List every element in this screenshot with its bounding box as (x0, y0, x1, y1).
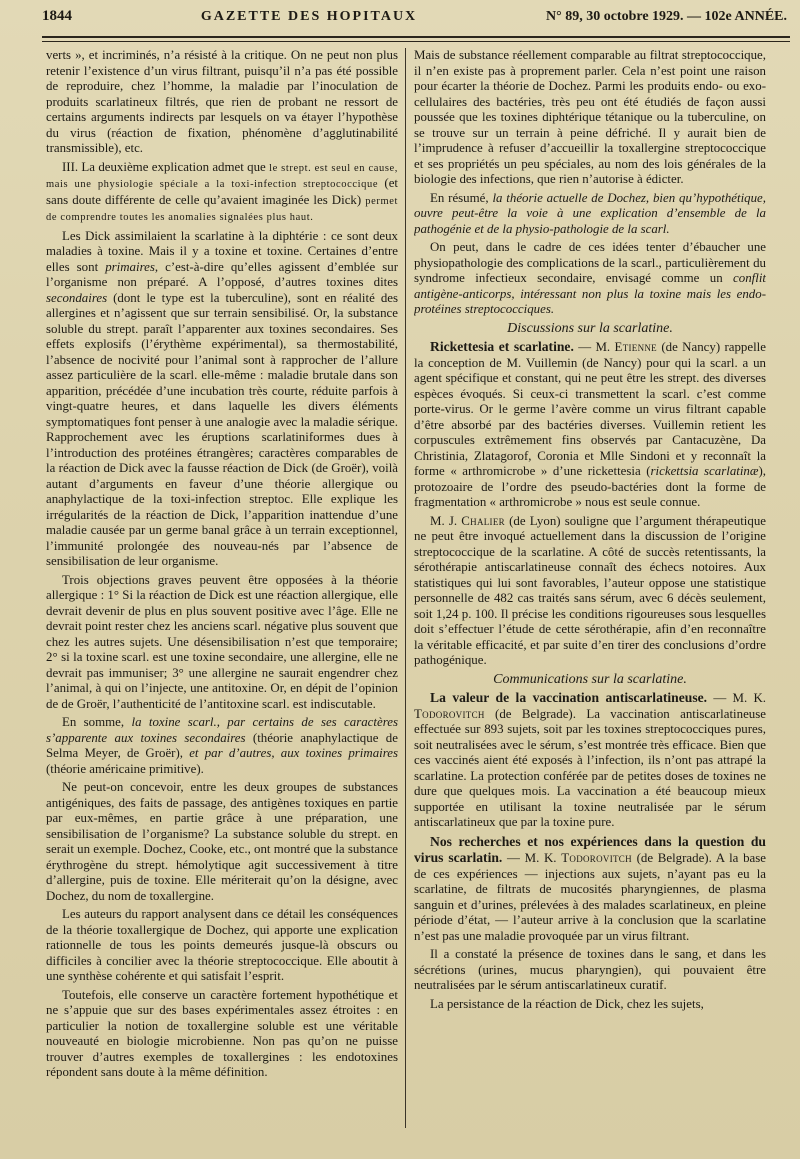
left-column (46, 48, 398, 1149)
paragraph: Ne peut-on concevoir, entre les deux groupes de substances antigéniques, des faits de passage, des antigènes toxiques en partie par eux-mêmes, en partie grâce à une préparation, une sensibilisation de l’organisme? La substance soluble du strept. en serait un exemple. Dochez, Cooke, etc., ont montré que la substance érythrogène du strept. hémolytique agit successivement à titre d’allergine, puis de toxine. Elle mériterait qu’on la désigne, avec Dochez, du nom de toxallergine. (46, 780, 398, 903)
journal-title: GAZETTE DES HOPITAUX (200, 9, 418, 24)
page-number: 1844 (42, 8, 72, 24)
paragraph: Les Dick assimilaient la scarlatine à la diphtérie : ce sont deux maladies à toxine. Mais il y a toxine et toxine. Certaines d’entre elles sont primaires, c’est-à-dire qu’elles agissent d’emblée sur l’organisme non préparé. A l’opposé, d’autres toxines dites secondaires (dont le type est la tuberculine), sont en réalité des allergines et n’agissent que sur terrain sensibilisé. Or, la substance soluble du strept. paraît l’apparenter aux toxines secondaires. Ses effets explosifs (l’érythème expérimental), sa thermostabilité, l’absence de nocivité pour l’animal sont à rapprocher de l’allure assez particulière de la scarl. elle-même : maladie brutale dans son apparition, précédée d’une incubation très courte, réduite parfois à vingt-quatre heures, et dans laquelle les divers éléments symptomatiques font penser à une analogie avec la maladie sérique. Rapprochement avec les éruptions scarlatiniformes dues à l’introduction des protéines étrangères; caractères comparables de la réaction de Dick avec la fausse réaction de Dick (de Groër), voilà autant d’arguments en faveur d’une théorie allergique ou anaphylactique de la toxi-infection streptoc. Elle explique les irrégularités de la réaction de Dick, l’apparition inattendue d’une maladie causée par un germe banal grâce à un terrain exceptionnel, l’immunité prolongée des nouveau-nés par l’absence de sensibilisation de leur organisme. (46, 228, 398, 568)
right-column (414, 48, 766, 1149)
paragraph: III. La deuxième explication admet que le strept. est seul en cause, mais une physiologie spéciale a la toxi-infection streptococcique (et sans doute différente de celle qu’avaient imaginée les Dick) permet de comprendre toutes les anomalies signalées plus haut. (46, 159, 398, 223)
paragraph: On peut, dans le cadre de ces idées tenter d’ébaucher une physiopathologie des complications de la scarl., particulièrement du syndrome infectieux secondaire, envisagé comme un conflit antigène-anticorps, intéressant non plus la toxine mais les endo-protéines streptococciques. (414, 240, 766, 316)
paragraph: Toutefois, elle conserve un caractère fortement hypothétique et ne s’appuie que sur des bases expérimentales assez étroites : en particulier la notion de toxallergine soluble est une véritable nouveauté en biologie microbienne. Non pas qu’on ne puisse trouver d’autres exemples de toxallergines : les endotoxines répondent sans doute à la même définition. (46, 987, 398, 1079)
column-divider (405, 48, 406, 1128)
paragraph: La persistance de la réaction de Dick, chez les sujets, (430, 996, 704, 1011)
paragraph: verts », et incriminés, n’a résisté à la critique. On ne peut non plus retenir l’existence d’un virus filtrant, puisqu’il n’a pas été possible de reproduire, chez l’homme, la maladie par l’inoculation de produits scarlatineux filtrés, que rien de probant ne ressort de certains arguments indirects par lesquels on va étayer l’hypothèse du virus (réaction de fixation, phénomène d’agglutinabilité transmissible), etc. (46, 48, 398, 155)
paragraph: En somme, la toxine scarl., par certains de ses caractères s’apparente aux toxines secondaires (théorie anaphylactique de Selma Meyer, de Groër), et par d’autres, aux toxines primaires (théorie américaine primitive). (46, 715, 398, 776)
paragraph: En résumé, la théorie actuelle de Dochez, bien qu’hypothétique, ouvre peut-être la voie à une explication d’ensemble de la pathogénie et de la physio-pathologie de la scarl. (414, 190, 766, 236)
paragraph: La valeur de la vaccination antiscarlatineuse. — M. K. Todorovitch (de Belgrade). La vaccination antiscarlatineuse effectuée sur 893 sujets, soit par les toxines streptococciques pures, soit neutralisées avec le sérum, s’est montrée très efficace. Bien que ces vaccinés aient été exposés à l’infection, ils n’ont pas attrapé la scarlatine. La protection conférée par de petites doses de toxines ne dure que quelques mois. La vaccination a été beaucoup mieux supportée en utilisant la toxine neutralisée par le sérum antiscarlatineux que par la toxine pure. (414, 690, 766, 829)
paragraph: Il a constaté la présence de toxines dans le sang, et dans les sécrétions (urines, mucus pharyngien), qui pouvaient être neutralisées par le sérum antiscarlatineux curatif. (414, 947, 766, 992)
paragraph: Mais de substance réellement comparable au filtrat streptococcique, il n’en existe pas à proprement parler. Cela n’est point une raison pour écarter la théorie de Dochez. Parmi les produits endo- ou exo-cellulaires des bactéries, très peu ont été étudiés de façon aussi poussée que les toxines diphtérique tétanique ou la tuberculine, on se trouve sur un terrain à peine défriché. Il y aurait bien de l’imprudence à refuser d’accueillir la toxallergine streptococcique et ses propriétés un peu spéciales, au nom des lois générales de la biologie des infections, que rien n’autorise à édicter. (414, 48, 766, 186)
section-heading: Communications sur la scarlatine. (493, 671, 687, 687)
paragraph: Les auteurs du rapport analysent dans ce détail les conséquences de la théorie toxallergique de Dochez, qui apporte une explication rationnelle de tous les points demeurés jusque-là obscurs ou difficiles à concilier avec la théorie streptococcique. Elle aboutit à une synthèse cohérente et qui satisfait l’esprit. (46, 907, 398, 983)
paragraph: Rickettesia et scarlatine. — M. Etienne (de Nancy) rappelle la conception de M. Vuillemin (de Nancy) pour qui la scarl. a un agent spécifique et constant, qui ne peut être les strept. des diverses espèces évoqués. Si ceux-ci transmettent la scarl. c’est comme porte-virus. Or le germe l’avère comme un virus filtrant capable d’être absorbé par des bactéries diverses. Vuillemin retient les corpuscules extrêmement fins observés par Cantacuzène, Da Christinia, Zlatagorof, Coronia et Mlle Sindoni et y reconnaît la forme « arthromicrobe » d’une rickettesia (rickettsia scarlatinæ), protozoaire de l’ordre des pseudo-bactéries dont la forme de fragmentation « arthromicrobe » nous est seule connue. (414, 339, 766, 509)
section-heading: Discussions sur la scarlatine. (507, 320, 673, 336)
paragraph: Nos recherches et nos expériences dans la question du virus scarlatin. — M. K. Todorovitch (de Belgrade). A la base de ces expériences — injections aux sujets, n’ayant pas eu la scarlatine, de filtrats de mucosités pharyngiennes, de plasma sanguin et d’urines, prélevées à des malades scarlatineux, en pleine période d’état, — l’auteur arrive à la conclusion que la scarlatine n’est pas une maladie provoquée par un virus filtrant. (414, 833, 766, 943)
paragraph: Trois objections graves peuvent être opposées à la théorie allergique : 1° Si la réaction de Dick est une réaction allergique, elle devrait devenir de plus en plus souvent positive avec l’âge. Elle ne devrait point rester chez les anciens scarl. négative plus souvent que chez les autres sujets. Une désensibilisation n’est que temporaire; 2° si la toxine scarl. est une toxine secondaire, une allergine, elle ne devrait pas immuniser; 3° une allergine ne saurait engendrer chez l’animal, à qui on l’injecte, une antitoxine. Or, en dépit de l’opinion de de Groër, l’authenticité de l’antitoxine scarl. est indiscutable. (46, 572, 398, 711)
page-header (42, 8, 787, 38)
header-rule (42, 36, 790, 42)
paragraph: M. J. Chalier (de Lyon) souligne que l’argument thérapeutique ne peut être invoqué actuellement dans la discussion de l’origine streptococcique de la scarlatine. A côté de succès retentissants, la sérothérapie antiscarlatineuse connaît des échecs notoires. Aux statistiques qui lui sont favorables, l’auteur oppose une statistique personnelle de 482 cas traités sans sérum, avec 6 décès seulement, soit 1,24 p. 100. Il précise les conditions rigoureuses sous lesquelles doit s’effectuer l’étude de cette sérothérapie, afin d’en reconnaître la véritable efficacité, et par suite d’en tirer des conclusions d’ordre pathogénique. (414, 513, 766, 667)
issue-info: N° 89, 30 octobre 1929. — 102e ANNÉE. (546, 9, 787, 24)
